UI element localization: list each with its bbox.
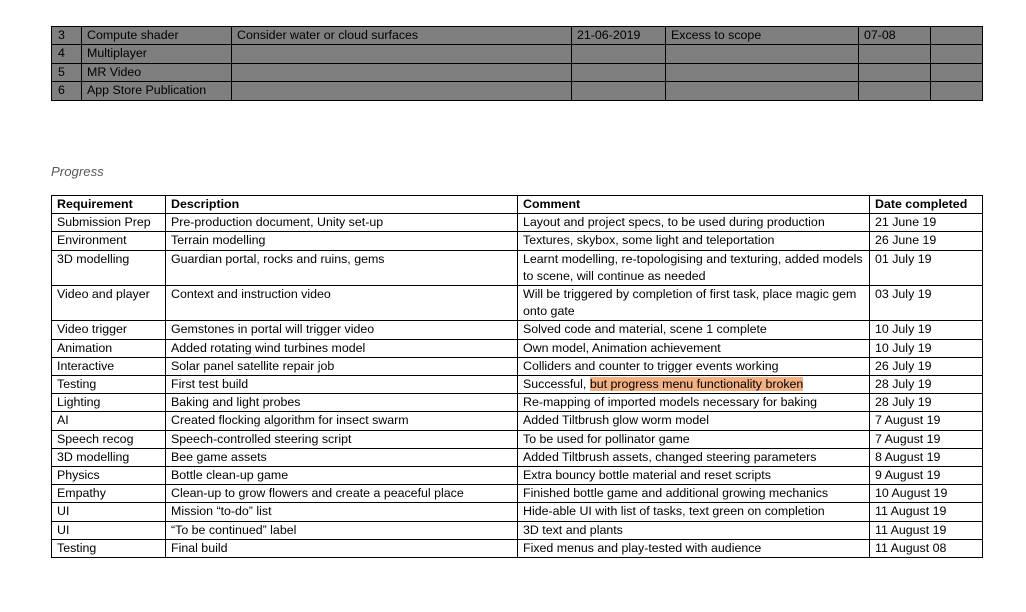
header-description: Description xyxy=(166,196,518,214)
comment-cell xyxy=(518,339,870,357)
scope-cell-code: 07-08 xyxy=(859,27,931,45)
requirement-cell: AI xyxy=(52,412,166,430)
scope-row xyxy=(52,82,983,100)
description-cell: Bee game assets xyxy=(166,448,518,466)
date-completed-cell: 28 July 19 xyxy=(870,394,983,412)
description-cell: Bottle clean-up game xyxy=(166,467,518,485)
progress-row xyxy=(52,448,983,466)
requirement-cell: Interactive xyxy=(52,357,166,375)
description-cell: Pre-production document, Unity set-up xyxy=(166,214,518,232)
progress-row xyxy=(52,412,983,430)
scope-table xyxy=(51,26,983,101)
requirement-cell: Animation xyxy=(52,339,166,357)
description-cell: Speech-controlled steering script xyxy=(166,430,518,448)
comment-cell xyxy=(518,232,870,250)
scope-cell-code xyxy=(859,45,931,63)
scope-cell-num: 5 xyxy=(52,63,82,81)
requirement-cell: UI xyxy=(52,521,166,539)
date-completed-cell: 26 July 19 xyxy=(870,357,983,375)
description-cell: Baking and light probes xyxy=(166,394,518,412)
scope-cell-code xyxy=(859,82,931,100)
progress-row xyxy=(52,286,983,321)
description-cell: Mission “to-do” list xyxy=(166,503,518,521)
progress-row xyxy=(52,430,983,448)
date-completed-cell: 01 July 19 xyxy=(870,250,983,285)
comment-cell xyxy=(518,214,870,232)
requirement-cell: Submission Prep xyxy=(52,214,166,232)
description-cell: Added rotating wind turbines model xyxy=(166,339,518,357)
date-completed-cell: 28 July 19 xyxy=(870,376,983,394)
comment-text: Hide-able UI with list of tasks, text green on completion xyxy=(523,504,825,519)
date-completed-cell: 9 August 19 xyxy=(870,467,983,485)
date-completed-cell: 7 August 19 xyxy=(870,430,983,448)
scope-cell-num: 4 xyxy=(52,45,82,63)
requirement-cell: Speech recog xyxy=(52,430,166,448)
description-cell: Created flocking algorithm for insect swarm xyxy=(166,412,518,430)
scope-cell-desc xyxy=(232,82,572,100)
date-completed-cell: 8 August 19 xyxy=(870,448,983,466)
scope-cell-name: Compute shader xyxy=(82,27,232,45)
scope-cell-extra xyxy=(931,63,983,81)
comment-cell xyxy=(518,485,870,503)
requirement-cell: Testing xyxy=(52,376,166,394)
description-cell: Terrain modelling xyxy=(166,232,518,250)
requirement-cell: Physics xyxy=(52,467,166,485)
scope-cell-num: 6 xyxy=(52,82,82,100)
scope-cell-extra xyxy=(931,82,983,100)
comment-text: Layout and project specs, to be used during production xyxy=(523,215,825,230)
comment-text: Will be triggered by completion of first task, place magic gem onto gate xyxy=(523,287,857,319)
scope-cell-date: 21-06-2019 xyxy=(572,27,666,45)
progress-row xyxy=(52,250,983,285)
scope-cell-note xyxy=(666,82,859,100)
progress-row xyxy=(52,485,983,503)
requirement-cell: Environment xyxy=(52,232,166,250)
scope-cell-code xyxy=(859,63,931,81)
requirement-cell: Empathy xyxy=(52,485,166,503)
header-comment: Comment xyxy=(518,196,870,214)
scope-cell-note xyxy=(666,63,859,81)
progress-row xyxy=(52,321,983,339)
comment-cell xyxy=(518,503,870,521)
progress-row xyxy=(52,376,983,394)
scope-cell-extra xyxy=(931,45,983,63)
scope-cell-desc xyxy=(232,63,572,81)
date-completed-cell: 10 July 19 xyxy=(870,339,983,357)
comment-text: Own model, Animation achievement xyxy=(523,340,721,355)
date-completed-cell: 10 July 19 xyxy=(870,321,983,339)
progress-row xyxy=(52,467,983,485)
scope-cell-desc xyxy=(232,45,572,63)
date-completed-cell: 03 July 19 xyxy=(870,286,983,321)
progress-row xyxy=(52,521,983,539)
date-completed-cell: 11 August 08 xyxy=(870,539,983,557)
progress-row xyxy=(52,394,983,412)
comment-cell xyxy=(518,250,870,285)
scope-cell-date xyxy=(572,82,666,100)
requirement-cell: Testing xyxy=(52,539,166,557)
header-requirement: Requirement xyxy=(52,196,166,214)
scope-row xyxy=(52,45,983,63)
comment-text: Extra bouncy bottle material and reset scripts xyxy=(523,468,771,483)
comment-text: Re-mapping of imported models necessary for baking xyxy=(523,395,818,410)
comment-text: Added Tiltbrush assets, changed steering parameters xyxy=(523,449,817,464)
description-cell: First test build xyxy=(166,376,518,394)
requirement-cell: Video trigger xyxy=(52,321,166,339)
scope-cell-date xyxy=(572,45,666,63)
comment-text: Finished bottle game and additional growing mechanics xyxy=(523,486,829,501)
description-cell: Solar panel satellite repair job xyxy=(166,357,518,375)
scope-cell-extra xyxy=(931,27,983,45)
comment-cell xyxy=(518,448,870,466)
progress-table xyxy=(51,195,983,558)
requirement-cell: Video and player xyxy=(52,286,166,321)
comment-cell xyxy=(518,539,870,557)
description-cell: Context and instruction video xyxy=(166,286,518,321)
scope-row xyxy=(52,63,983,81)
progress-row xyxy=(52,339,983,357)
scope-cell-num: 3 xyxy=(52,27,82,45)
description-cell: Gemstones in portal will trigger video xyxy=(166,321,518,339)
comment-cell xyxy=(518,376,870,394)
comment-text: Successful, xyxy=(523,377,590,392)
description-cell: Final build xyxy=(166,539,518,557)
date-completed-cell: 11 August 19 xyxy=(870,521,983,539)
scope-cell-name: App Store Publication xyxy=(82,82,232,100)
requirement-cell: 3D modelling xyxy=(52,448,166,466)
comment-text: Learnt modelling, re-topologising and texturing, added models to scene, will continue as needed xyxy=(523,251,863,283)
date-completed-cell: 7 August 19 xyxy=(870,412,983,430)
scope-cell-desc: Consider water or cloud surfaces xyxy=(232,27,572,45)
comment-cell xyxy=(518,430,870,448)
comment-text: Added Tiltbrush glow worm model xyxy=(523,413,709,428)
scope-cell-note: Excess to scope xyxy=(666,27,859,45)
scope-cell-name: MR Video xyxy=(82,63,232,81)
scope-cell-note xyxy=(666,45,859,63)
comment-text: Colliders and counter to trigger events working xyxy=(523,358,779,373)
comment-text: To be used for pollinator game xyxy=(523,431,690,446)
scope-cell-date xyxy=(572,63,666,81)
progress-row xyxy=(52,214,983,232)
date-completed-cell: 11 August 19 xyxy=(870,503,983,521)
header-date-completed: Date completed xyxy=(870,196,983,214)
comment-text: Fixed menus and play-tested with audience xyxy=(523,540,762,555)
date-completed-cell: 21 June 19 xyxy=(870,214,983,232)
progress-row xyxy=(52,503,983,521)
description-cell: Guardian portal, rocks and ruins, gems xyxy=(166,250,518,285)
progress-row xyxy=(52,357,983,375)
comment-cell xyxy=(518,521,870,539)
comment-text: 3D text and plants xyxy=(523,522,623,537)
comment-cell xyxy=(518,286,870,321)
requirement-cell: Lighting xyxy=(52,394,166,412)
description-cell: Clean-up to grow flowers and create a peaceful place xyxy=(166,485,518,503)
scope-cell-name: Multiplayer xyxy=(82,45,232,63)
comment-cell xyxy=(518,412,870,430)
comment-text: Solved code and material, scene 1 complete xyxy=(523,322,767,337)
date-completed-cell: 10 August 19 xyxy=(870,485,983,503)
progress-row xyxy=(52,539,983,557)
comment-cell xyxy=(518,394,870,412)
requirement-cell: UI xyxy=(52,503,166,521)
progress-header-row xyxy=(52,196,983,214)
comment-text: Textures, skybox, some light and teleportation xyxy=(523,233,775,248)
comment-highlight: but progress menu functionality broken xyxy=(589,377,804,392)
progress-heading: Progress xyxy=(51,164,104,179)
comment-cell xyxy=(518,321,870,339)
description-cell: “To be continued” label xyxy=(166,521,518,539)
progress-row xyxy=(52,232,983,250)
requirement-cell: 3D modelling xyxy=(52,250,166,285)
scope-row xyxy=(52,27,983,45)
date-completed-cell: 26 June 19 xyxy=(870,232,983,250)
comment-cell xyxy=(518,467,870,485)
comment-cell xyxy=(518,357,870,375)
